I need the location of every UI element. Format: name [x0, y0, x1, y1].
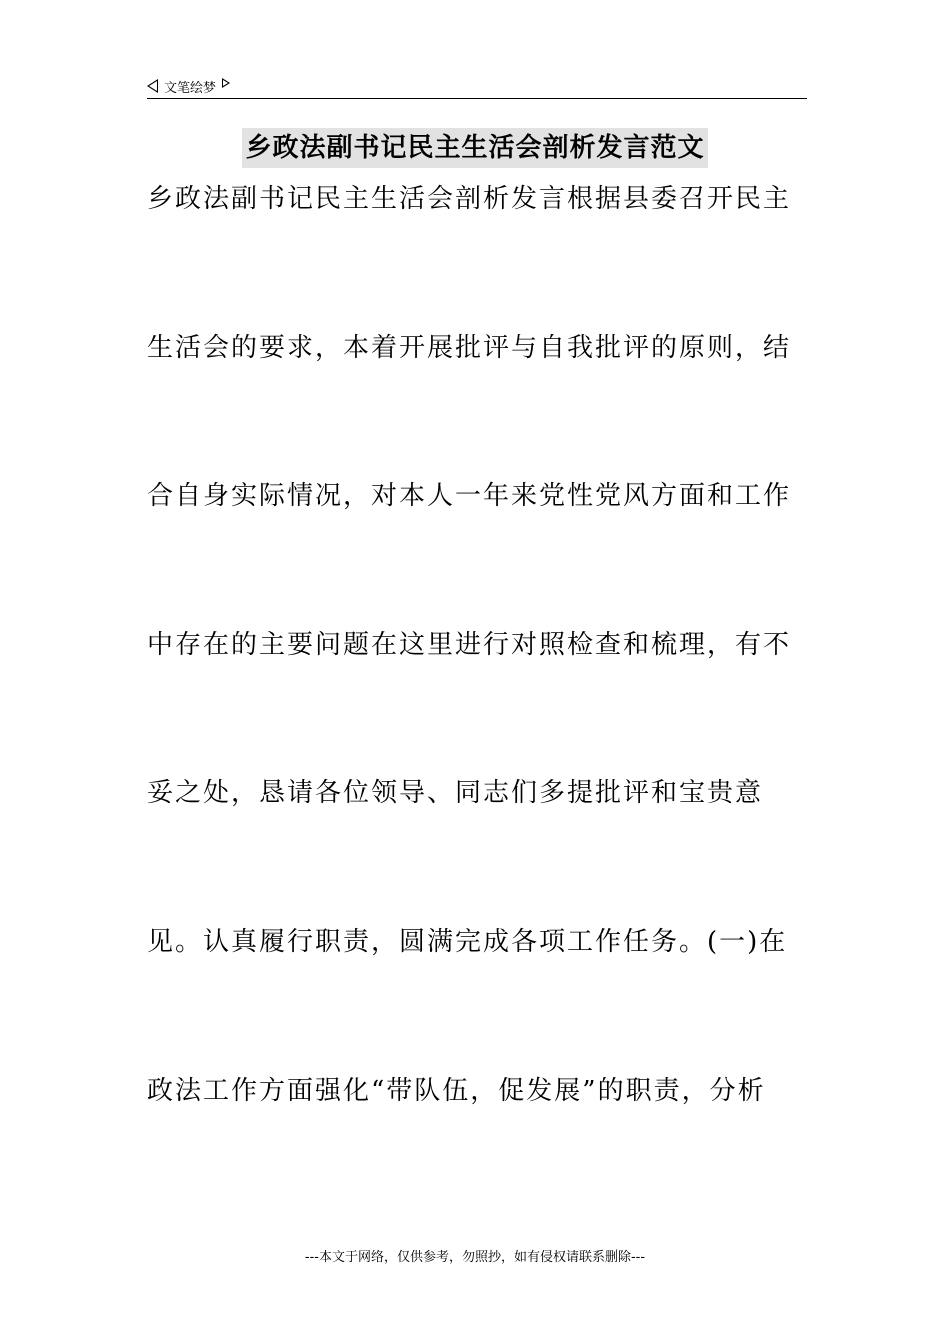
footer-notice: ---本文于网络，仅供参考，勿照抄，如有侵权请联系删除--- [304, 1250, 646, 1265]
body-line: 见。认真履行职责，圆满完成各项工作任务。(一)在 [147, 926, 788, 957]
page-footer [0, 1246, 950, 1265]
header-brand: 文笔绘梦 [164, 80, 217, 96]
body-line: 政法工作方面强化“带队伍，促发展”的职责，分析 [147, 1075, 766, 1106]
body-line: 中存在的主要问题在这里进行对照检查和梳理，有不 [147, 629, 792, 660]
right-triangle-icon [222, 78, 230, 88]
body-line: 妥之处，恳请各位领导、同志们多提批评和宝贵意 [147, 778, 764, 809]
title-container [0, 128, 950, 168]
page-header [147, 74, 807, 99]
left-triangle-icon [147, 79, 158, 93]
document-title: 乡政法副书记民主生活会剖析发言范文 [242, 128, 707, 168]
body-line: 合自身实际情况，对本人一年来党性党风方面和工作 [147, 481, 792, 512]
body-line: 生活会的要求，本着开展批评与自我批评的原则，结 [147, 332, 792, 363]
document-body [147, 177, 807, 1217]
body-line: 乡政法副书记民主生活会剖析发言根据县委召开民主 [147, 184, 792, 214]
